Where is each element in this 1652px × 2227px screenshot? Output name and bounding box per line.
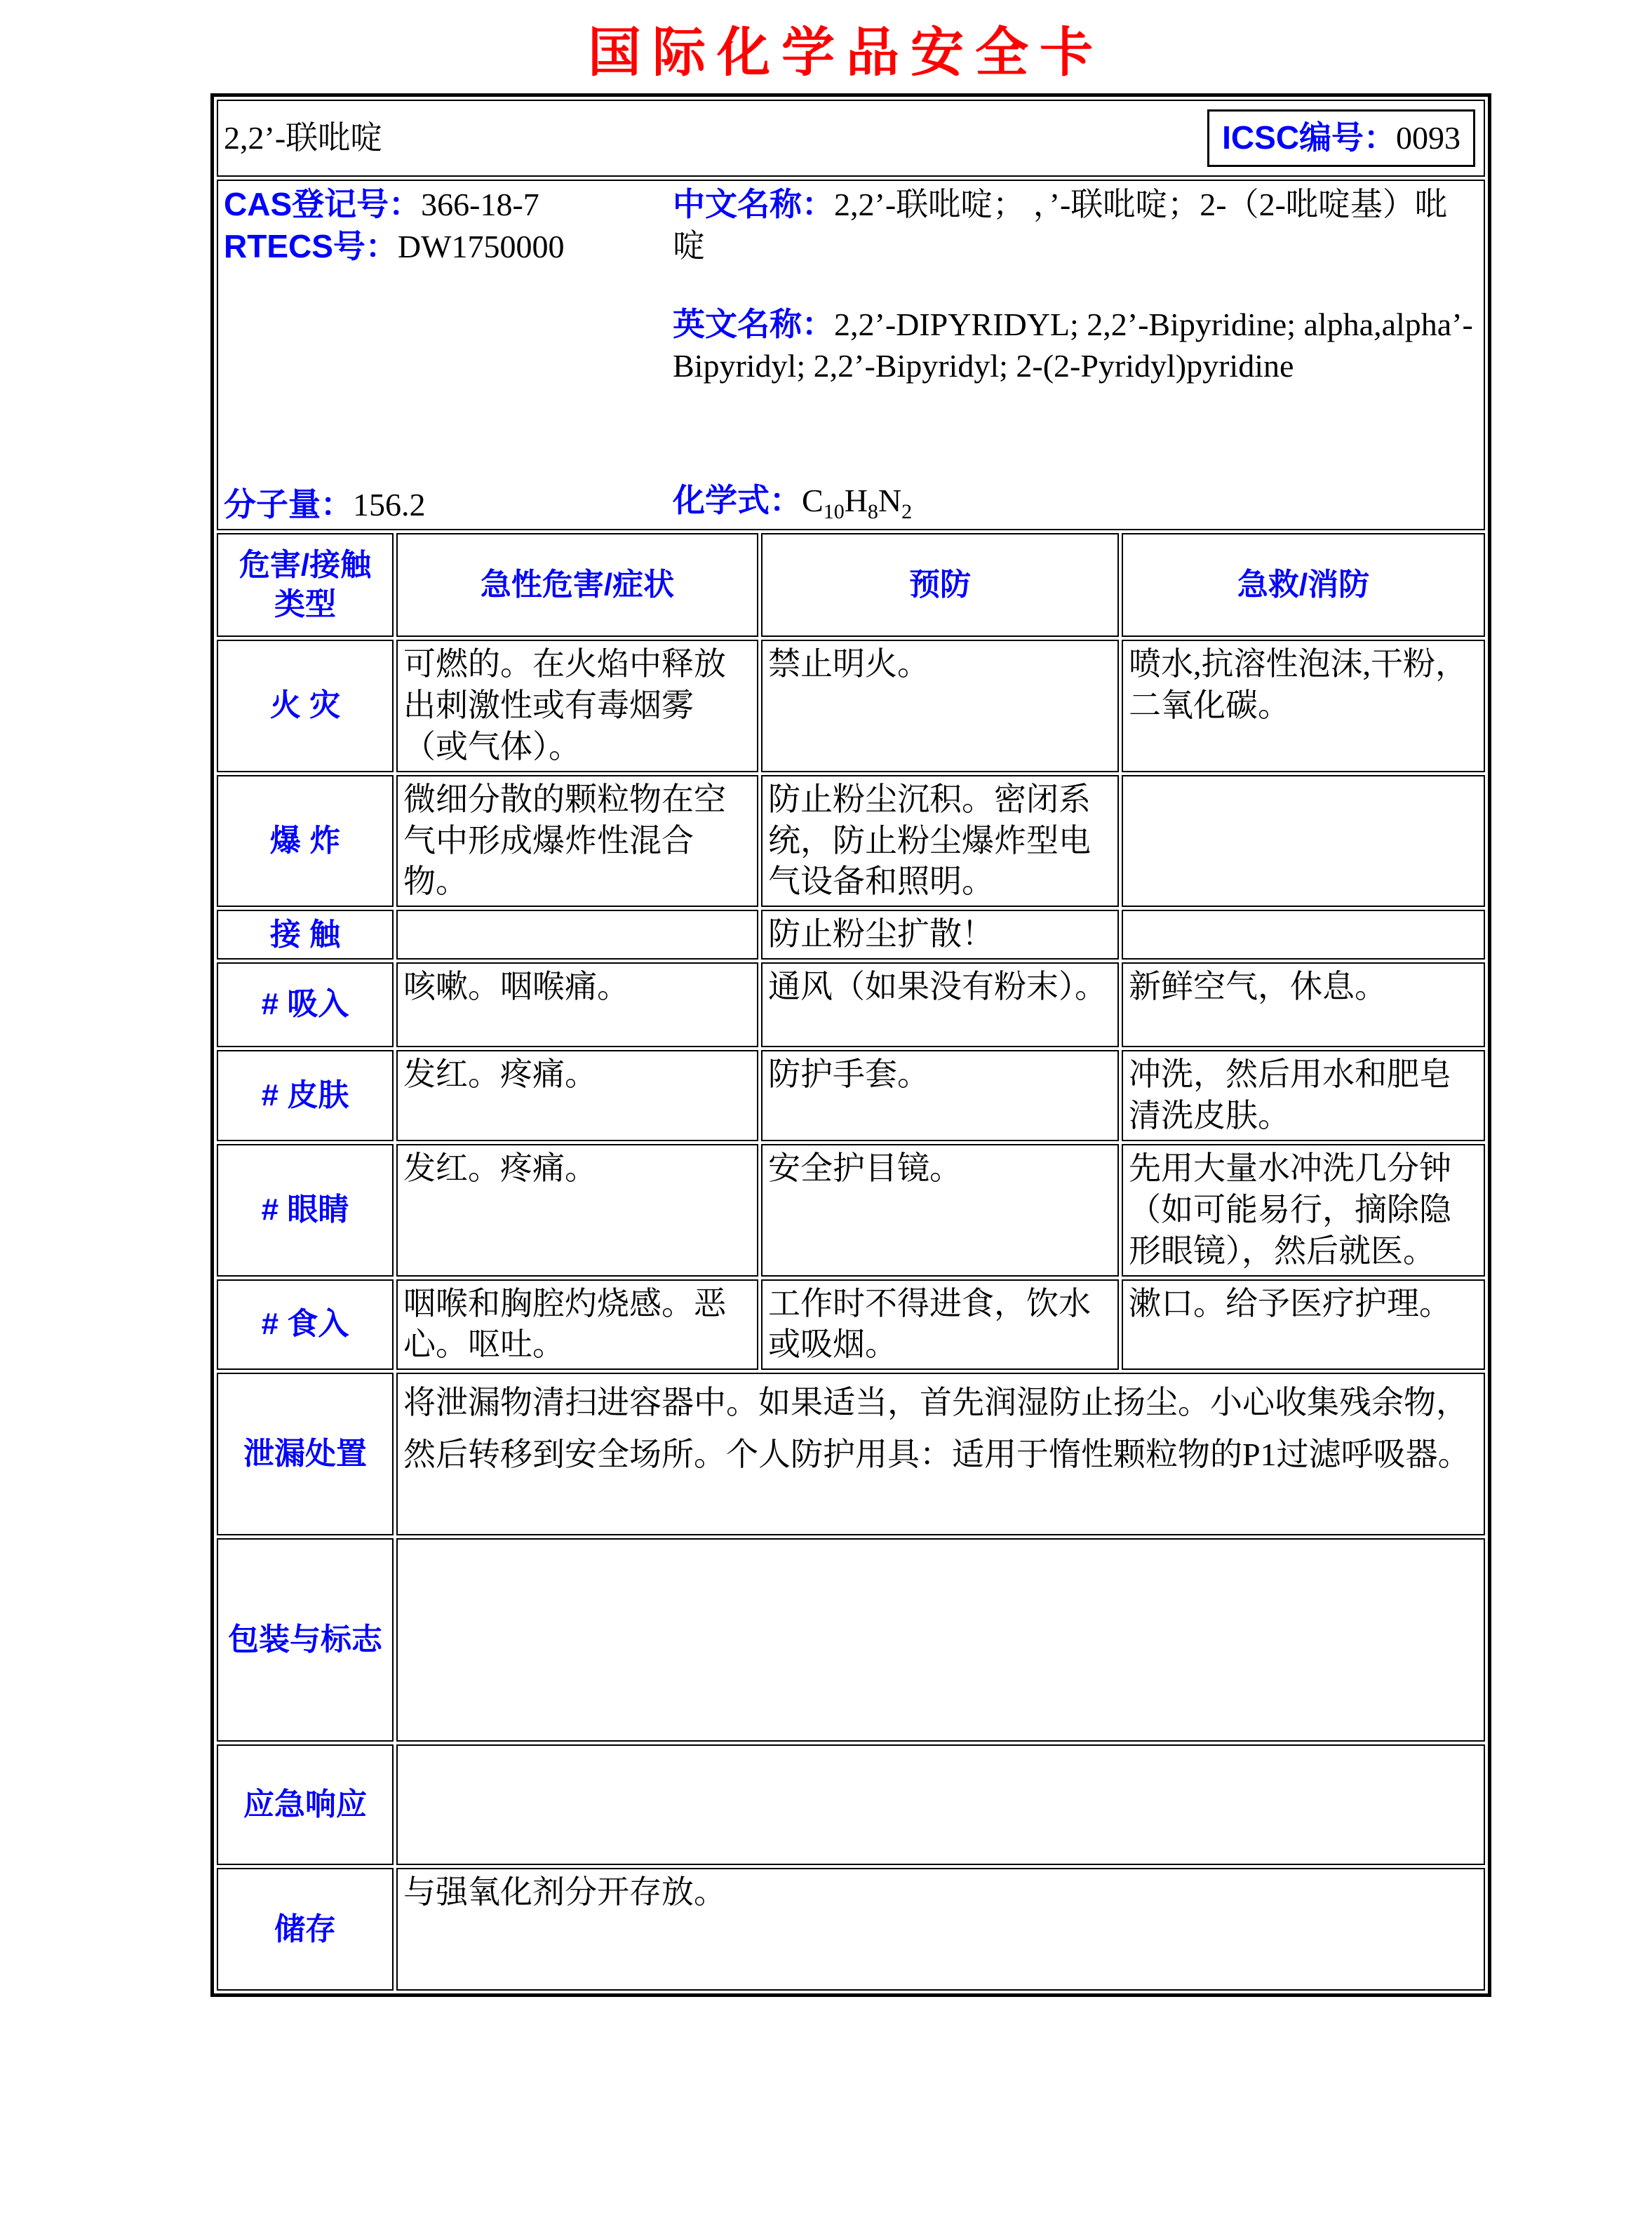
storage-label: 储存: [217, 1868, 394, 1991]
chemical-formula-value: $C_{10}H_8N_2$: [802, 483, 913, 524]
storage-content: 与强氧化剂分开存放。: [396, 1868, 1485, 1991]
eyes-aid-cell: 先用大量水冲洗几分钟（如可能易行，摘除隐形眼镜），然后就医。: [1122, 1144, 1485, 1277]
cas-number-value: 366-18-7: [421, 187, 539, 222]
identity-row: [217, 180, 1485, 530]
spill-disposal-content: 将泄漏物清扫进容器中。如果适当，首先润湿防止扬尘。小心收集残余物，然后转移到安全场所。个人防护用具：适用于惰性颗粒物的P1过滤呼吸器。: [396, 1373, 1485, 1535]
emergency-response-label: 应急响应: [217, 1744, 394, 1865]
explosion-aid-cell: [1122, 775, 1485, 908]
ingestion-type-label: # 食入: [217, 1279, 394, 1371]
explosion-prevention-cell: 防止粉尘沉积。密闭系统，防止粉尘爆炸型电气设备和照明。: [761, 775, 1119, 908]
emergency-response-row: [217, 1744, 1485, 1865]
english-name-line: [673, 304, 1478, 387]
cas-number-line: [224, 184, 673, 226]
explosion-hazards-cell: 微细分散的颗粒物在空气中形成爆炸性混合物。: [396, 775, 758, 908]
fire-aid-cell: 喷水,抗溶性泡沫,干粉，二氧化碳。: [1122, 640, 1485, 772]
rtecs-number-line: [224, 226, 673, 268]
chinese-name-line: [673, 184, 1478, 267]
inhalation-prevention-cell: 通风（如果没有粉末）。: [761, 962, 1119, 1047]
packaging-labelling-row: [217, 1538, 1485, 1742]
fire-type-label: 火 灾: [217, 640, 394, 772]
storage-row: [217, 1868, 1485, 1991]
identity-left-column: [224, 184, 673, 526]
ingestion-prevention-cell: 工作时不得进食，饮水或吸烟。: [761, 1279, 1119, 1371]
eyes-prevention-cell: 安全护目镜。: [761, 1144, 1119, 1277]
chinese-name-value: 2,2’-联吡啶； ，’-联吡啶；2-（2-吡啶基）吡啶: [673, 187, 1447, 264]
explosion-type-label: 爆 炸: [217, 775, 394, 908]
inhalation-aid-cell: 新鲜空气，休息。: [1122, 962, 1485, 1047]
identity-right-column: [673, 184, 1478, 526]
inhalation-row: [217, 962, 1485, 1047]
packaging-labelling-label: 包装与标志: [217, 1538, 394, 1742]
contact-aid-cell: [1122, 910, 1485, 960]
inhalation-type-label: # 吸入: [217, 962, 394, 1047]
col-header-prevention: 预防: [761, 533, 1119, 637]
contact-row: [217, 910, 1485, 960]
col-header-hazard-type: 危害/接触类型: [217, 533, 394, 637]
card-title: 国际化学品安全卡: [588, 23, 1104, 83]
col-header-acute-hazards: 急性危害/症状: [396, 533, 758, 637]
chemical-formula-label: 化学式：: [673, 482, 802, 519]
molecular-weight-value: 156.2: [353, 487, 426, 523]
chinese-name-label: 中文名称：: [673, 186, 834, 222]
fire-prevention-cell: 禁止明火。: [761, 640, 1119, 772]
ingestion-row: [217, 1279, 1485, 1371]
icsc-card-table: [210, 93, 1491, 1997]
rtecs-number-label: RTECS号：: [224, 227, 398, 264]
chemical-name: 2,2’-联吡啶: [224, 119, 383, 156]
molecular-weight-label: 分子量：: [224, 486, 353, 523]
hazard-table-header-row: [217, 533, 1485, 637]
skin-prevention-cell: 防护手套。: [761, 1050, 1119, 1141]
spill-disposal-row: [217, 1373, 1485, 1535]
fire-row: [217, 640, 1485, 772]
chemical-formula-line: [673, 480, 1478, 526]
spill-disposal-label: 泄漏处置: [217, 1373, 394, 1535]
rtecs-number-value: DW1750000: [397, 228, 565, 264]
emergency-response-content: [396, 1744, 1485, 1865]
contact-prevention-cell: 防止粉尘扩散！: [761, 910, 1119, 960]
eyes-row: [217, 1144, 1485, 1277]
skin-type-label: # 皮肤: [217, 1050, 394, 1141]
contact-hazards-cell: [396, 910, 758, 960]
ingestion-hazards-cell: 咽喉和胸腔灼烧感。恶心。呕吐。: [396, 1279, 758, 1371]
card-header-cell: [217, 100, 1485, 177]
english-name-value: 2,2’-DIPYRIDYL; 2,2’-Bipyridine; alpha,alpha’-Bipyridyl; 2,2’-Bipyridyl; 2-(2-Pyridyl)pyridine: [673, 306, 1473, 384]
eyes-type-label: # 眼睛: [217, 1144, 394, 1277]
card-header-row: [217, 100, 1485, 177]
explosion-row: [217, 775, 1485, 908]
skin-hazards-cell: 发红。疼痛。: [396, 1050, 758, 1141]
cas-number-label: CAS登记号：: [224, 186, 422, 222]
fire-hazards-cell: 可燃的。在火焰中释放出刺激性或有毒烟雾（或气体）。: [396, 640, 758, 772]
icsc-number-box: [1207, 109, 1475, 167]
skin-row: [217, 1050, 1485, 1141]
icsc-card-page: [210, 10, 1482, 1997]
english-name-label: 英文名称：: [673, 305, 834, 342]
icsc-number-label: ICSC编号：: [1222, 119, 1397, 156]
ingestion-aid-cell: 漱口。给予医疗护理。: [1122, 1279, 1485, 1371]
identity-cell: [217, 180, 1485, 530]
molecular-weight-line: [224, 484, 673, 526]
eyes-hazards-cell: 发红。疼痛。: [396, 1144, 758, 1277]
col-header-first-aid: 急救/消防: [1122, 533, 1485, 637]
contact-type-label: 接 触: [217, 910, 394, 960]
packaging-labelling-content: [396, 1538, 1485, 1742]
icsc-number-value: 0093: [1396, 120, 1461, 156]
inhalation-hazards-cell: 咳嗽。咽喉痛。: [396, 962, 758, 1047]
skin-aid-cell: 冲洗，然后用水和肥皂清洗皮肤。: [1122, 1050, 1485, 1141]
